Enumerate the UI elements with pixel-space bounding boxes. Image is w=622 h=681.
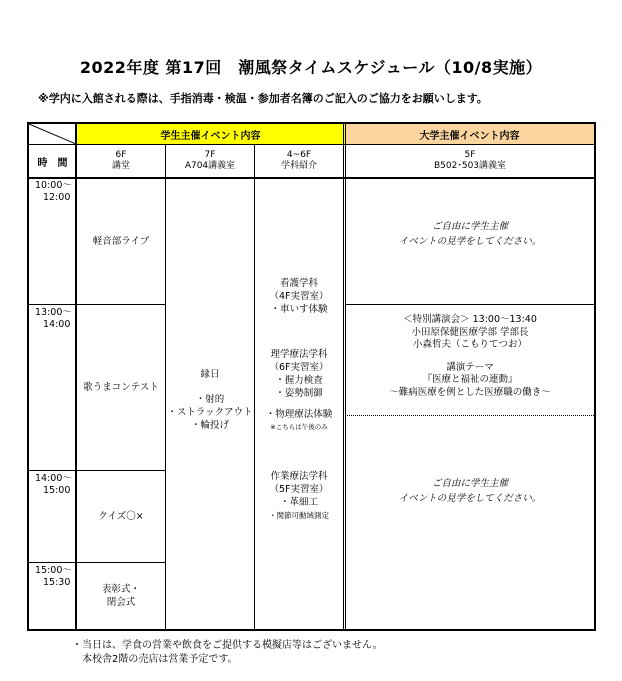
event-quiz: クイズ〇× [98,511,144,522]
event-keion-live: 軽音部ライブ [92,236,150,247]
time-1-end: 12:00 [43,192,71,203]
time-3-end: 15:00 [43,485,71,496]
time-slot-4 [35,565,72,589]
event-ennichi [166,368,254,432]
kango-activity: ・車いす体験 [270,304,328,315]
corner-diagonal [29,124,76,144]
time-2-end: 14:00 [43,319,71,330]
dept-rigaku [255,348,343,434]
free-visit-2 [346,476,594,506]
col-6f-room: 講堂 [111,161,130,171]
col-header-7f [166,145,254,177]
col-4-6f-room: 学科紹介 [280,161,317,171]
event-closing-line2: 閉会式 [106,597,136,608]
university-events-header [345,124,594,144]
time-4-start: 15:00～ [35,565,72,576]
col-5f-floor: 5F [464,150,476,160]
university-events-header-label: 大学主催イベント内容 [419,130,520,142]
footer-notes [72,639,383,667]
col-6f-floor: 6F [115,150,127,160]
lecture-speaker: 小森哲夫（こもりてつお） [412,339,527,350]
time-slot-2 [35,307,72,331]
col-7f-floor: 7F [204,150,216,160]
rigaku-activity-1: ・握力検査 [275,375,323,386]
dept-kango [255,277,343,316]
col-header-5f [346,145,594,177]
sagyo-room: （5F実習室） [269,484,329,495]
free-visit-2-line1: ご自由に学生主催 [431,478,508,489]
lecture-dean: 小田原保健医療学部 学部長 [411,326,529,338]
time-slot-3 [35,473,72,497]
event-closing [77,563,165,629]
col-4-6f-floor: 4~6F [286,150,312,160]
free-visit-1 [346,219,594,249]
col-header-4-6f [255,145,343,177]
ennichi-title: 縁日 [200,369,220,380]
col-5f-room: B502･503講義室 [433,161,507,171]
student-events-header-label: 学生主催イベント内容 [160,130,261,142]
rigaku-room: （6F実習室） [269,362,329,373]
rigaku-title: 理学療法学科 [270,349,328,360]
free-visit-2-line2: イベントの見学をしてください。 [398,493,542,504]
kango-room: （4F実習室） [269,291,329,302]
footer-line-2: 本校舎2階の売店は営業予定です。 [72,654,238,665]
notice-text: ※学内に入館される際は、手指消毒・検温・参加者名簿のご記入のご協力をお願いします。 [38,92,488,105]
time-2-start: 13:00～ [35,307,72,318]
time-slot-1 [35,180,72,204]
footer-line-1: ・当日は、学食の営業や飲食をご提供する模擬店等はございません。 [72,640,383,651]
butsuri-note: ※こちらは午後のみ [270,423,328,431]
free-visit-1-line2: イベントの見学をしてください。 [398,236,542,247]
butsuri-activity: ・物理療法体験 [265,409,333,420]
free-visit-1-line1: ご自由に学生主催 [431,221,508,232]
time-3-start: 14:00～ [35,473,72,484]
special-lecture [346,314,594,399]
lecture-theme-label: 講演テーマ [446,361,494,373]
ennichi-item-2: ・ストラックアウト [167,407,253,418]
col-7f-room: A704講義室 [184,161,236,171]
lecture-theme-title: 『医療と福祉の連動』 [422,374,518,385]
page-title: 2022年度 第17回 潮風祭タイムスケジュール（10/8実施） [79,58,543,77]
event-utauma-contest: 歌うまコンテスト [83,382,159,393]
dept-sagyo [255,470,343,522]
kango-title: 看護学科 [279,278,318,289]
sagyo-title: 作業療法学科 [270,471,328,482]
lecture-theme-subtitle: ～難病医療を例とした医療職の働き～ [389,386,551,398]
event-closing-line1: 表彰式・ [101,584,140,595]
sagyo-activity: ・革細工 [279,497,318,508]
student-events-header [76,124,345,144]
time-4-end: 15:30 [43,577,71,588]
sagyo-note: ・関節可動域測定 [269,511,329,520]
schedule-table [27,122,596,631]
col-header-6f [77,145,165,177]
rigaku-activity-2: ・姿勢制御 [275,388,323,399]
time-1-start: 10:00～ [35,180,72,191]
time-label: 時 間 [37,157,68,169]
ennichi-item-3: ・輪投げ [190,420,229,431]
ennichi-item-1: ・射的 [195,394,225,405]
lecture-heading: ＜特別講演会＞ 13:00～13:40 [403,314,537,325]
